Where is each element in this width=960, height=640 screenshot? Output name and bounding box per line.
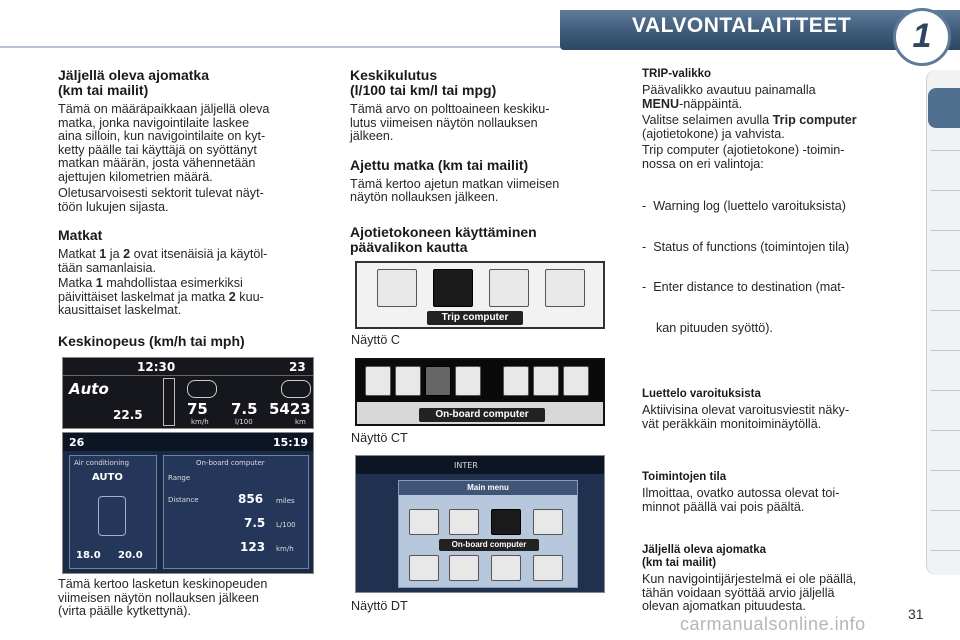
column-right [642,68,904,614]
page-number: 31 [908,606,924,622]
paragraph: Tämä arvo on polttoaineen keskiku- lutus viimeisen näytön nollauksen jälkeen. [350,102,550,143]
tab-divider [930,510,960,511]
phone-icon [449,509,479,535]
paragraph: Tämä kertoo ajetun matkan viimeisen näytön nollauksen jälkeen. [350,176,560,204]
media-icon [409,555,439,581]
tab-divider [930,350,960,351]
list-item: - Enter distance to destination (mat- [642,280,845,294]
video-icon [491,555,521,581]
gear-indicator [163,378,175,426]
on-board-computer-panel: On-board computer Range Distance 856 miles 7.5 L/100 123 km/h [163,455,309,569]
tab-divider [930,550,960,551]
tab-divider [930,270,960,271]
paragraph: Oletusarvoisesti sektorit tulevat näyt- töön lukujen sijasta. [58,186,264,214]
section-title: Toimintojen tila [642,471,727,483]
screen-c-menu [355,261,605,329]
tab-divider [930,470,960,471]
tab-divider [930,190,960,191]
fuel-pump-icon [491,509,521,535]
climate-icon [545,269,585,307]
display-time: 12:30 [137,360,176,374]
chapter-badge [893,8,951,66]
watermark: carmanualsonline.info [680,614,866,634]
paragraph: Valitse selaimen avulla Trip computer (ajotietokone) ja vahvista. [642,113,857,141]
page-header [0,0,960,62]
selected-menu-label: Trip computer [427,311,523,325]
column-left [58,68,320,349]
paragraph: Tämä kertoo lasketun keskinopeuden viimeisen näytön nollauksen jälkeen (virta päälle kytkettynä). [58,577,268,618]
car-icon [281,380,311,398]
main-menu-window: Main menu On-board computer [398,480,578,588]
caption-screen-c: Näyttö C [351,333,400,347]
section-title: Ajotietokoneen käyttäminen [350,223,537,240]
display-small-value: 22.5 [113,408,143,422]
active-chapter-tab [928,88,960,128]
screen-dt-menu: INTER Main menu On-board computer [355,455,605,593]
paragraph: Matkat 1 ja 2 ovat itsenäisiä ja käytöl- tään samanlaisia. [58,247,268,275]
options-list [642,173,904,362]
mobile-icon [503,366,529,396]
section-title: Keskikulutus [350,67,438,83]
paragraph: Matka 1 mahdollistaa esimerkiksi päivittäiset laskelmat ja matka 2 kuu- kausittaiset laskelmat. [58,276,264,317]
seat-icon [98,496,126,536]
caption-screen-dt: Näyttö DT [351,599,408,613]
section-title: Ajettu matka (km tai mailit) [350,156,529,173]
selected-menu-label: On-board computer [439,539,539,551]
section-title: Luettelo varoituksista [642,388,761,400]
list-item: - Warning log (luettelo varoituksista) [642,199,846,213]
tab-divider [930,310,960,311]
paragraph: Ilmoittaa, ovatko autossa olevat toi- minnot päällä vai pois päältä. [642,486,840,514]
navigation-icon [409,509,439,535]
fuel-pump-icon [433,269,473,307]
climate-icon [563,366,589,396]
paragraph: Tämä on määräpaikkaan jäljellä oleva matka, jonka navigointilaite laskee aina silloin, kun navigointilaite on kyt- ketty päälle tai käyttäjä on syöttänyt matkan määrän, josta vähennetään ajettujen kilometrien määrä. [58,102,270,184]
selected-menu-label: On-board computer [419,408,545,422]
section-title: Keskinopeus (km/h tai mph) [58,332,245,349]
tab-divider [930,430,960,431]
section-subtitle: (l/100 tai km/l tai mpg) [350,82,497,98]
settings-sliders-icon [533,366,559,396]
screen-ct-menu [355,358,605,426]
section-title: Jäljellä oleva ajomatka [58,67,209,83]
color-display-screenshot [62,432,314,574]
list-icon [533,509,563,535]
section-title: TRIP-valikko [642,68,712,80]
phone-icon [395,366,421,396]
tab-divider [930,230,960,231]
navigation-icon [365,366,391,396]
car-icon [187,380,217,398]
settings-sliders-icon [489,269,529,307]
display-consumption: 7.5 [231,400,258,418]
list-item: kan pituuden syöttö). [642,320,773,335]
navigation-icon [377,269,417,307]
tab-divider [930,390,960,391]
column-middle [350,68,608,255]
display-temp: 23 [289,360,306,374]
paragraph: Kun navigointijärjestelmä ei ole päällä, tähän voidaan syöttää arvio jäljellä olevan ajomatkan pituudesta. [642,572,857,613]
paragraph: Aktiivisina olevat varoitusviestit näky- vät peräkkäin monitoiminäytöllä. [642,403,850,431]
display-temp: 26 [69,436,85,449]
section-title: Jäljellä oleva ajomatka [642,544,767,556]
display-speed: 75 [187,400,208,418]
display-time: 15:19 [273,436,309,449]
section-subtitle: päävalikon kautta [350,238,468,255]
list-item: - Status of functions (toimintojen tila) [642,239,850,254]
display-distance: 5423 [269,400,311,418]
chapter-thumb-tabs [926,70,960,575]
chapter-number: 1 [912,17,932,55]
mono-display-screenshot: 12:30 23 Auto 22.5 75 km/h 7.5 l/100 5423 km [62,357,314,429]
chapter-title: VALVONTALAITTEET [632,14,852,37]
display-mode: Auto [69,380,109,398]
section-title: Matkat [58,227,103,243]
tab-divider [930,150,960,151]
list-icon [455,366,481,396]
fuel-pump-icon [425,366,451,396]
sound-icon [449,555,479,581]
paragraph: Päävalikko avautuu painamalla MENU-näppäintä. [642,83,816,111]
paragraph: Trip computer (ajotietokone) -toimin- nossa on eri valintoja: [642,143,845,171]
climate-icon [533,555,563,581]
air-conditioning-panel: Air conditioning AUTO 18.0 20.0 [69,455,157,569]
section-subtitle: (km tai mailit) [642,557,717,569]
section-subtitle: (km tai mailit) [58,82,149,98]
caption-screen-ct: Näyttö CT [351,431,408,445]
